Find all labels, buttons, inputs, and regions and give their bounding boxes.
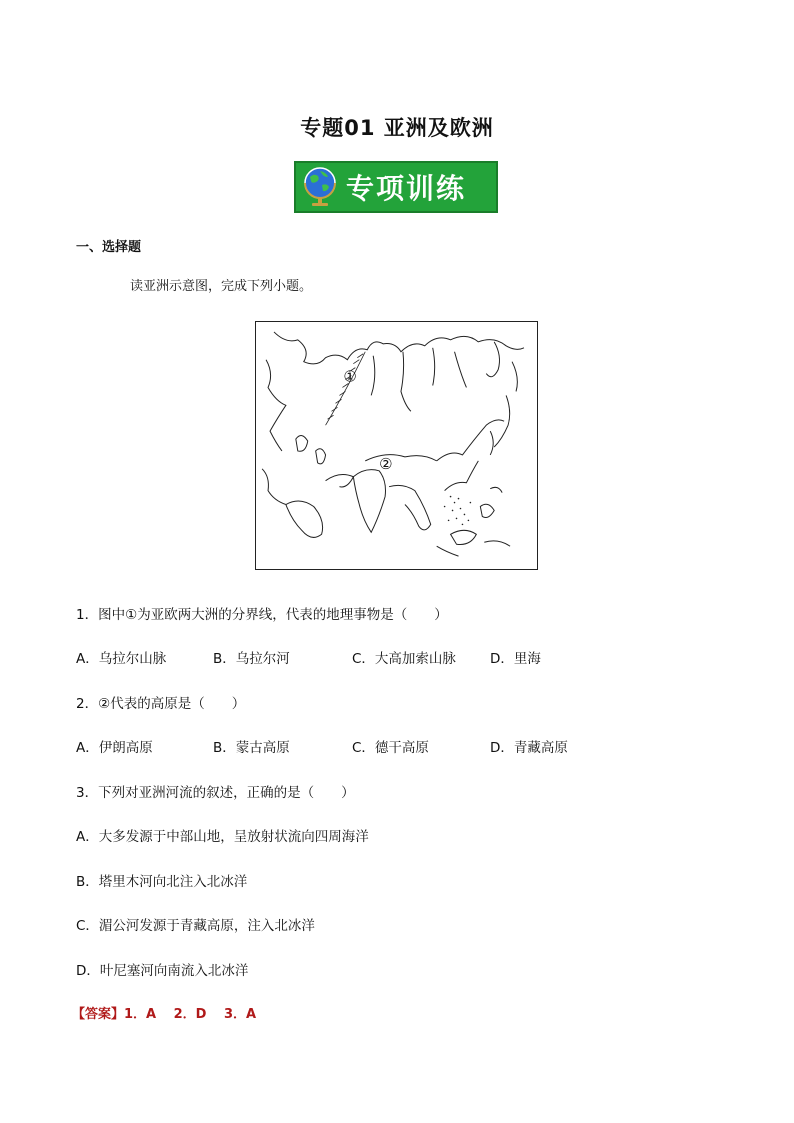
question-3-option-b: B．塔里木河向北注入北冰洋 [76,874,248,890]
question-1-option-a: A．乌拉尔山脉 [76,651,167,667]
question-2-option-d: D．青藏高原 [490,740,568,756]
question-1-option-d: D．里海 [490,651,541,667]
question-1-option-c: C．大高加索山脉 [352,651,456,667]
question-2-options [76,736,568,756]
question-3-option-d: D．叶尼塞河向南流入北冰洋 [76,963,249,979]
question-2-stem: 2．②代表的高原是（ ） [76,696,246,712]
special-training-banner [294,161,498,213]
question-3-option-a: A．大多发源于中部山地，呈放射状流向四周海洋 [76,829,369,845]
question-2-option-a: A．伊朗高原 [76,740,153,756]
answer-key: 【答案】1．A 2．D 3．A [72,1007,257,1022]
asia-map [255,321,538,570]
question-2-option-b: B．蒙古高原 [213,740,290,756]
page-title: 专题01 亚洲及欧洲 [300,116,494,140]
question-1-stem: 1．图中①为亚欧两大洲的分界线，代表的地理事物是（ ） [76,607,448,623]
question-2-option-c: C．德干高原 [352,740,429,756]
intro-text: 读亚洲示意图，完成下列小题。 [130,279,313,294]
asia-map-drawing [256,322,537,569]
question-3-option-c: C．湄公河发源于青藏高原，注入北冰洋 [76,918,315,934]
question-1-options [76,647,541,667]
section-heading: 一、选择题 [76,240,142,255]
map-marker-2: ② [379,454,393,473]
banner-text: 专项训练 [346,172,467,205]
question-1-option-b: B．乌拉尔河 [213,651,290,667]
map-marker-1: ① [343,367,357,386]
question-3-stem: 3．下列对亚洲河流的叙述，正确的是（ ） [76,785,355,801]
globe-icon [296,163,344,211]
